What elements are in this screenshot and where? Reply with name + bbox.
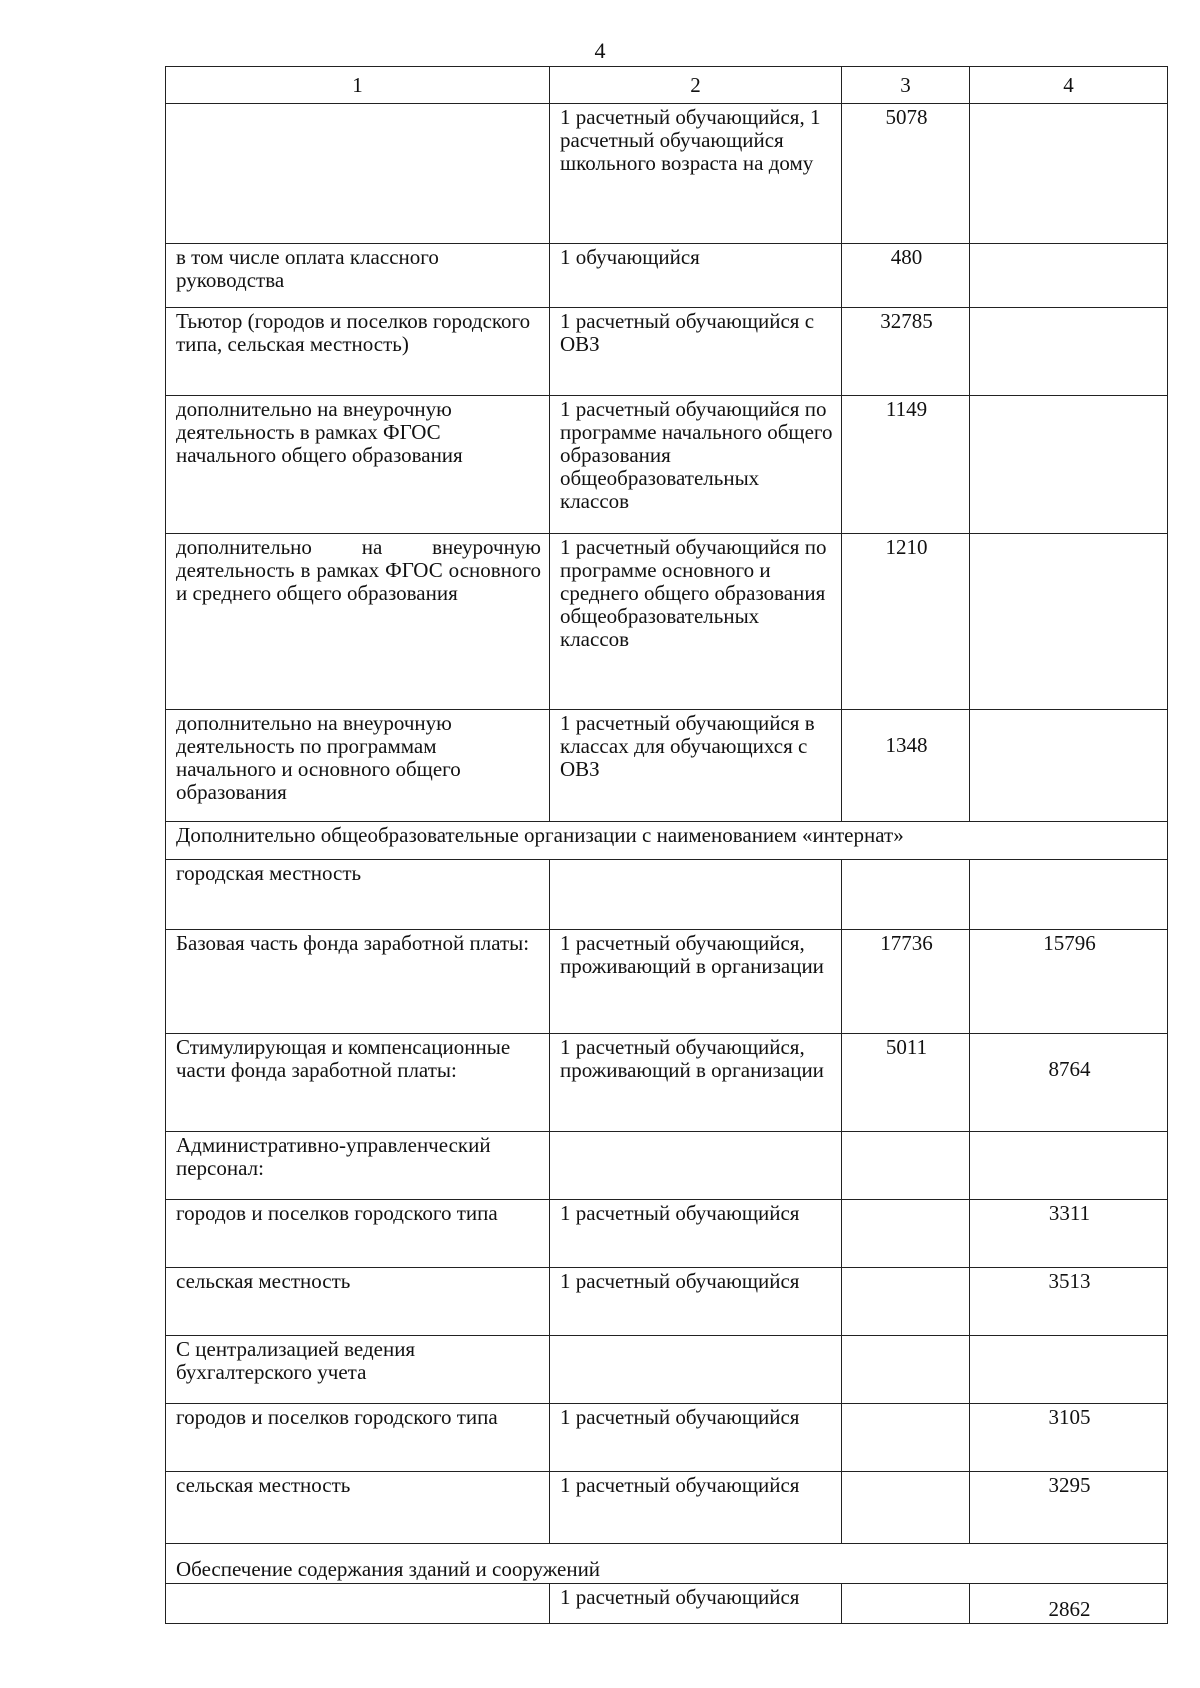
cell-value [970,1336,1168,1404]
cell-category: Административно-управленческий персонал: [166,1132,550,1200]
cell-category: дополнительно на внеурочную деятельность в рамках ФГОС начального общего образования [166,396,550,534]
cell-unit: 1 расчетный обучающийся по программе начального общего образования общеобразовательных классов [550,396,842,534]
table-header-row [166,67,1168,104]
cell-value: 5078 [842,104,970,244]
cell-category: городов и поселков городского типа [166,1404,550,1472]
table-row [166,1034,1168,1132]
table-row [166,1472,1168,1544]
cell-category: Стимулирующая и компенсационные части фонда заработной платы: [166,1034,550,1132]
cell-value: 8764 [970,1034,1168,1132]
cell-category: дополнительно на внеурочную деятельность в рамках ФГОС основного и среднего общего образования [166,534,550,710]
cell-unit: 1 расчетный обучающийся, 1 расчетный обучающийся школьного возраста на дому [550,104,842,244]
cell-value [970,1132,1168,1200]
cell-value: 3295 [970,1472,1168,1544]
table-row [166,1268,1168,1336]
cell-value: 5011 [842,1034,970,1132]
cell-value [842,1404,970,1472]
table-row [166,930,1168,1034]
cell-category [166,104,550,244]
cell-value: 1210 [842,534,970,710]
cell-unit: 1 расчетный обучающийся [550,1404,842,1472]
table-row [166,1132,1168,1200]
cell-unit: 1 расчетный обучающийся по программе основного и среднего общего образования общеобразовательных классов [550,534,842,710]
table-row [166,396,1168,534]
cell-value: 3105 [970,1404,1168,1472]
cell-unit [550,860,842,930]
cell-value: 1149 [842,396,970,534]
table-row [166,534,1168,710]
cell-unit [550,1132,842,1200]
cell-value: 15796 [970,930,1168,1034]
cell-category: городов и поселков городского типа [166,1200,550,1268]
cell-category [166,1584,550,1624]
cell-category: Базовая часть фонда заработной платы: [166,930,550,1034]
cell-value: 3311 [970,1200,1168,1268]
section-row [166,822,1168,860]
cell-value [842,1472,970,1544]
cell-value [842,1268,970,1336]
section-title: Дополнительно общеобразовательные организации с наименованием «интернат» [166,822,1168,860]
table-row [166,244,1168,308]
cell-value [842,860,970,930]
section-title: Обеспечение содержания зданий и сооружений [166,1544,1168,1584]
cell-value: 2862 [970,1584,1168,1624]
table-row [166,710,1168,822]
cell-value [970,308,1168,396]
cell-value [842,1584,970,1624]
cell-unit [550,1336,842,1404]
cell-value [970,244,1168,308]
cell-value [970,396,1168,534]
column-header: 2 [550,67,842,104]
cell-value [970,104,1168,244]
cell-unit: 1 обучающийся [550,244,842,308]
cell-category: С централизацией ведения бухгалтерского учета [166,1336,550,1404]
column-header: 3 [842,67,970,104]
table-row [166,860,1168,930]
cell-category: городская местность [166,860,550,930]
cell-category: сельская местность [166,1268,550,1336]
cell-value: 480 [842,244,970,308]
cell-unit: 1 расчетный обучающийся в классах для обучающихся с ОВЗ [550,710,842,822]
norms-table [165,66,1168,1624]
cell-value [842,1132,970,1200]
cell-value: 32785 [842,308,970,396]
table-row [166,1404,1168,1472]
cell-unit: 1 расчетный обучающийся [550,1200,842,1268]
table-row [166,1584,1168,1624]
cell-unit: 1 расчетный обучающийся, проживающий в организации [550,930,842,1034]
cell-unit: 1 расчетный обучающийся с ОВЗ [550,308,842,396]
cell-value: 17736 [842,930,970,1034]
cell-category: сельская местность [166,1472,550,1544]
cell-value: 1348 [842,710,970,822]
cell-category: в том числе оплата классного руководства [166,244,550,308]
table-row [166,1336,1168,1404]
cell-unit: 1 расчетный обучающийся [550,1268,842,1336]
cell-value [970,860,1168,930]
cell-unit: 1 расчетный обучающийся [550,1584,842,1624]
cell-unit: 1 расчетный обучающийся, проживающий в организации [550,1034,842,1132]
table-row [166,308,1168,396]
column-header: 1 [166,67,550,104]
table-row [166,1200,1168,1268]
page-number: 4 [594,38,606,63]
cell-value [970,534,1168,710]
cell-value [970,710,1168,822]
cell-value: 3513 [970,1268,1168,1336]
cell-category: дополнительно на внеурочную деятельность по программам начального и основного общего образования [166,710,550,822]
cell-unit: 1 расчетный обучающийся [550,1472,842,1544]
section-row [166,1544,1168,1584]
cell-value [842,1336,970,1404]
column-header: 4 [970,67,1168,104]
cell-category: Тьютор (городов и поселков городского типа, сельская местность) [166,308,550,396]
cell-value [842,1200,970,1268]
table-row [166,104,1168,244]
